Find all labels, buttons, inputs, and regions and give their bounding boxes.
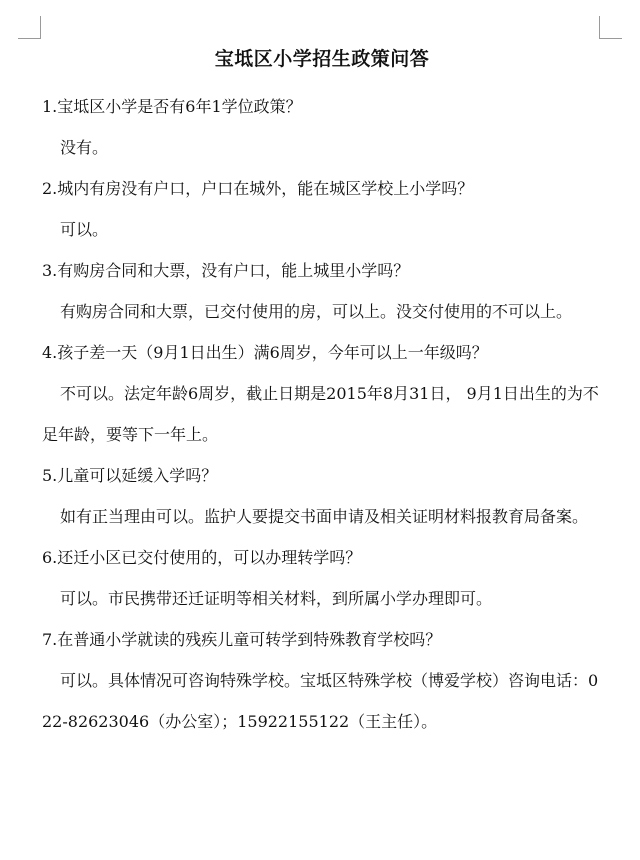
- answer-3: 有购房合同和大票，已交付使用的房，可以上。没交付使用的不可以上。: [60, 302, 573, 321]
- question-5: 5.儿童可以延缓入学吗？: [42, 466, 218, 485]
- qa-item-1: [42, 86, 602, 168]
- document-body: [42, 44, 602, 742]
- qa-item-4: [42, 332, 602, 455]
- answer-5: 如有正当理由可以。监护人要提交书面申请及相关证明材料报教育局备案。: [60, 507, 589, 526]
- question-6: 6.还迁小区已交付使用的，可以办理转学吗？: [42, 548, 362, 567]
- qa-item-2: [42, 168, 602, 250]
- crop-mark-top-left: [18, 16, 41, 39]
- question-2: 2.城内有房没有户口，户口在城外，能在城区学校上小学吗？: [42, 179, 474, 198]
- answer-7: 可以。具体情况可咨询特殊学校。宝坻区特殊学校（博爱学校）咨询电话：022-82623046（办公室）；15922155122（王主任）。: [42, 671, 599, 731]
- crop-mark-top-right: [599, 16, 622, 39]
- qa-item-7: [42, 619, 602, 742]
- answer-6: 可以。市民携带还迁证明等相关材料，到所属小学办理即可。: [60, 589, 493, 608]
- qa-item-5: [42, 455, 602, 537]
- document-title: 宝坻区小学招生政策问答: [214, 48, 430, 70]
- answer-4: 不可以。法定年龄6周岁，截止日期是2015年8月31日， 9月1日出生的为不足年龄，要等下一年上。: [42, 384, 599, 444]
- question-7: 7.在普通小学就读的残疾儿童可转学到特殊教育学校吗？: [42, 630, 442, 649]
- question-1: 1.宝坻区小学是否有6年1学位政策？: [42, 97, 302, 116]
- answer-1: 没有。: [60, 138, 109, 157]
- qa-item-3: [42, 250, 602, 332]
- question-3: 3.有购房合同和大票，没有户口，能上城里小学吗？: [42, 261, 410, 280]
- qa-item-6: [42, 537, 602, 619]
- question-4: 4.孩子差一天（9月1日出生）满6周岁，今年可以上一年级吗？: [42, 343, 488, 362]
- answer-2: 可以。: [60, 220, 109, 239]
